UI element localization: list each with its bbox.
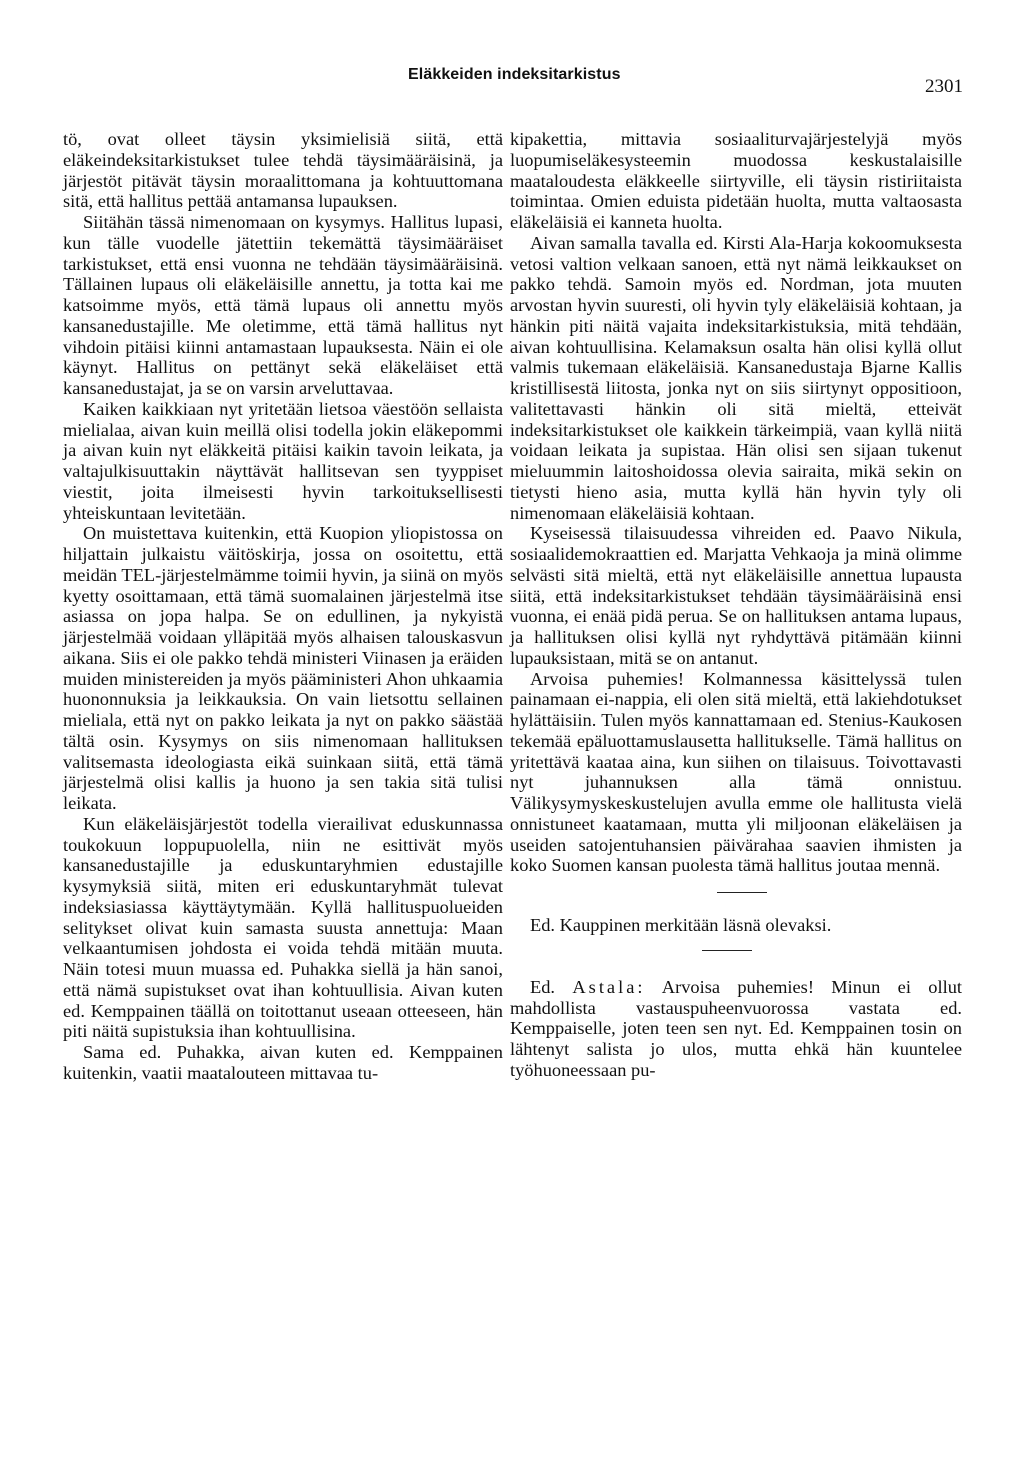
- section-divider: [717, 892, 767, 893]
- paragraph: Siitähän tässä nimenomaan on kysymys. Hallitus lupasi, kun tälle vuodelle jätettiin tekemättä täysimääräiset tarkistukset, että ensi vuonna ne tehdään täysimääräisinä. Tällainen lupaus oli eläkeläisille annettu, ja totta kai me katsoimme myös, että tämä lupaus oli annettu myös kansanedustajille. Me oletimme, että tämä hallitus nyt vihdoin pitäisi kiinni antamastaan lupauksesta. Näin ei ole käynyt. Hallitus on pettänyt sekä eläkeläiset että kansanedustajat, ja se on varsin arveluttavaa.: [63, 212, 503, 398]
- paragraph: Arvoisa puhemies! Kolmannessa käsittelyssä tulen painamaan ei-nappia, eli olen sitä mieltä, että lakiehdotukset hylättäisiin. Tulen myös kannattamaan ed. Stenius-Kaukosen tekemää epäluottamuslausetta hallitukselle. Tämä hallitus on yritettävä kaataa aina, kun siihen on tilaisuus. Toivottavasti nyt juhannuksen alla tämä onnistuu. Välikysymyskeskustelujen avulla emme ole hallitusta vielä onnistuneet kaatamaan, mutta yli miljoonan eläkeläisen ja useiden satojentuhansien päivärahaa saavien ihmisten ja koko Suomen kansan puolesta tämä hallitus joutaa mennä.: [510, 668, 962, 876]
- paragraph: Kaiken kaikkiaan nyt yritetään lietsoa väestöön sellaista mielialaa, aivan kuin meillä olisi todella jokin eläkepommi ja aivan kuin nyt eläkkeitä pitäisi kaikin tavoin leikata, ja valtajulkisuuttakin näyttävät hallitsevan sen tyyppiset viestit, joita ilmeisesti hyvin tarkoituksellisesti yhteiskuntaan levitetään.: [63, 398, 503, 523]
- paragraph: tö, ovat olleet täysin yksimielisiä siitä, että eläkeindeksitarkistukset tulee tehdä täysimääräisinä, ja järjestöt pitävät täysin moraalittomana ja kohtuuttomana sitä, että hallitus pettää antamansa lupauksen.: [63, 129, 503, 212]
- paragraph: On muistettava kuitenkin, että Kuopion yliopistossa on hiljattain julkaistu väitöskirja, jossa on osoitettu, että meidän TEL-järjestelmämme toimii hyvin, ja siinä on myös kyetty osoittamaan, että tämä suomalainen järjestelmä itse asiassa on jopa halpa. Se on edullinen, ja nykyistä järjestelmää voidaan ylläpitää myös alhaisen talouskasvun aikana. Siis ei ole pakko tehdä ministeri Viinasen ja eräiden muiden ministereiden ja myös pääministeri Ahon uhkaamia huononnuksia ja leikkauksia. On vain lietsottu sellainen mieliala, että nyt on pakko leikata ja nyt on pakko säästää tältä osin. Kysymys on siis nimenomaan hallituksen valitsemasta ideologiasta eikä suinkaan siitä, että tämä järjestelmä olisi kallis ja huono ja sen takia sitä tulisi leikata.: [63, 523, 503, 813]
- paragraph: Kun eläkeläisjärjestöt todella vierailivat eduskunnassa toukokuun loppupuolella, niin ne esittivät myös kansanedustajille ja eduskuntaryhmien edustajille kysymyksiä siitä, miten eri eduskuntaryhmät tulevat indeksiasiassa käyttäytymään. Kyllä hallituspuolueiden selitykset olivat kuin samasta suusta annettuja: Maan velkaantumisen johdosta ei voida tehdä mitään muuta. Näin totesi muun muassa ed. Puhakka siellä ja hän sanoi, että nämä supistukset ovat ihan kohtuullisia. Aivan kuten ed. Kemppainen täällä on toitottanut useaan otteeseen, hän piti näitä supistuksia ihan kohtuullisina.: [63, 813, 503, 1042]
- paragraph: kipakettia, mittavia sosiaaliturvajärjestelyjä myös luopumiseläkesysteemin muodossa keskustalaisille maataloudesta eläkkeelle siirtyville, eli täysin ristiriitaista toimintaa. Omien eduista pidetään huolta, mutta valtaosasta eläkeläisiä ei kanneta huolta.: [510, 129, 962, 232]
- running-header-title: Eläkkeiden indeksitarkistus: [408, 66, 621, 83]
- right-column: [510, 129, 962, 1081]
- speaker-prefix: Ed.: [530, 976, 556, 997]
- paragraph: Sama ed. Puhakka, aivan kuten ed. Kemppainen kuitenkin, vaatii maatalouteen mittavaa tu-: [63, 1042, 503, 1083]
- attendance-notice: Ed. Kauppinen merkitään läsnä olevaksi.: [530, 915, 832, 935]
- section-divider: [702, 950, 752, 951]
- speaker-text: Arvoisa puhemies! Minun ei ollut mahdollista vastauspuheenvuorossa vastata ed. Kemppaiselle, joten teen sen nyt. Ed. Kemppainen tosin on lähtenyt salista jo ulos, mutta ehkä hän kuuntelee työhuoneessaan pu-: [510, 976, 962, 1080]
- paragraph: Aivan samalla tavalla ed. Kirsti Ala-Harja kokoomuksesta vetosi valtion velkaan sanoen, että nyt nämä leikkaukset on pakko tehdä. Samoin myös ed. Nordman, jota muuten arvostan hyvin suuresti, oli hyvin tyly eläkeläisiä kohtaan, ja hänkin piti näitä vajaita indeksitarkistuksia, mitä tehdään, aivan kohtuullisina. Kelamaksun osalta hän olisi kyllä ollut valmis tukemaan eläkeläisiä. Kansanedustaja Bjarne Kallis kristillisestä liitosta, jonka nyt on siis siirtynyt oppositioon, valitettavasti hänkin oli sitä mieltä, etteivät indeksitarkistukset ole kaikkein tärkeimpiä, vaan kyllä niitä voidaan leikata ja supistaa. Hän olisi sen sijaan tukenut mieluummin laitoshoidossa olevia sairaita, mikä sekin on tietysti hieno asia, mutta kyllä hän hyvin tyly oli nimenomaan eläkeläisiä kohtaan.: [510, 232, 962, 523]
- page-number: 2301: [925, 76, 963, 97]
- left-column: [63, 129, 503, 1084]
- speaker-name: Astala:: [572, 976, 646, 997]
- speaker-paragraph: [510, 977, 962, 1081]
- paragraph: Kyseisessä tilaisuudessa vihreiden ed. Paavo Nikula, sosiaalidemokraattien ed. Marjatta Vehkaoja ja minä olimme selvästi sitä mieltä, että nyt eläkeläisille annettua lupausta siitä, että indeksitarkistukset tehdään täysimääräisinä ensi vuonna, ei enää pidä perua. Se on hallituksen antama lupaus, ja hallituksen olisi kyllä nyt ryhdyttävä pitämään kiinni lupauksistaan, mitä se on antanut.: [510, 523, 962, 668]
